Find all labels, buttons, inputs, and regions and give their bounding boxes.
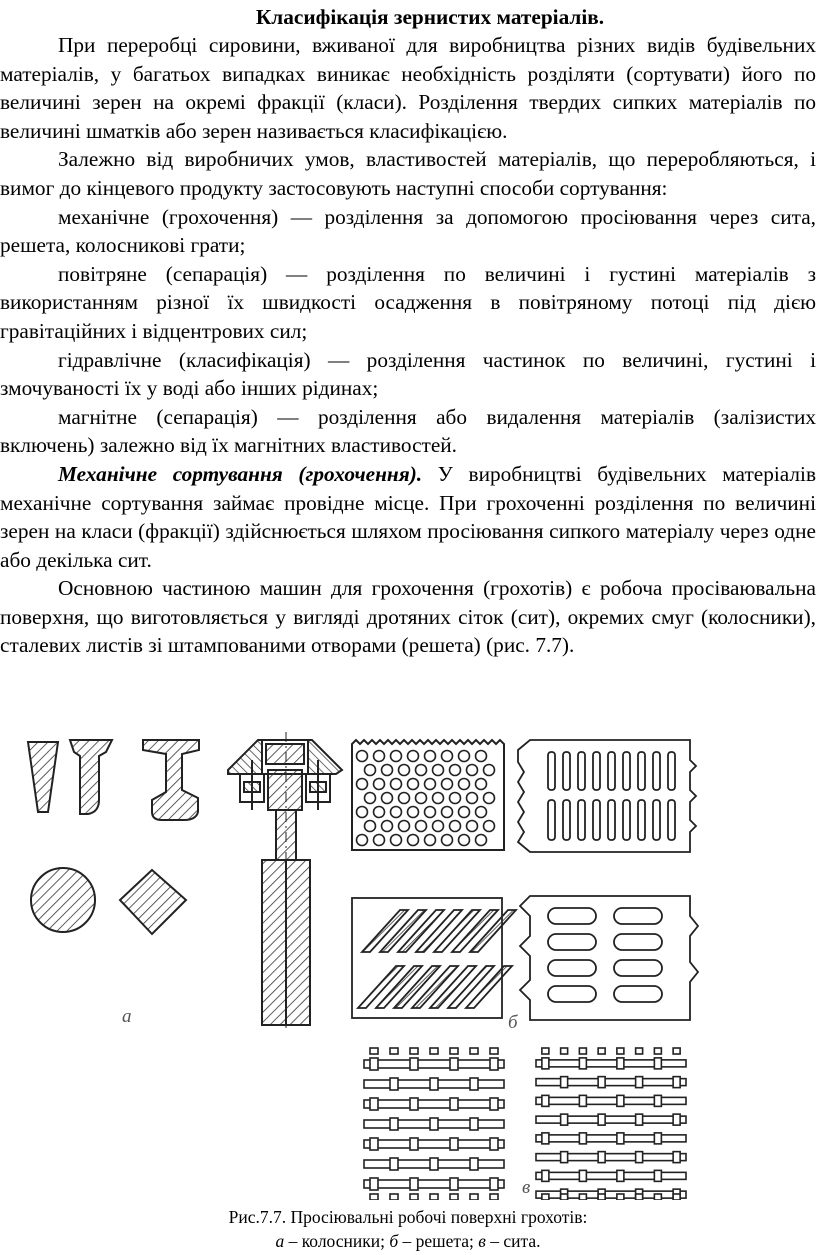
caption-text-a: – колосники; xyxy=(284,1231,390,1251)
caption-letter-a: а xyxy=(275,1231,285,1251)
page-title: Класифікація зернистих матеріалів. xyxy=(255,5,605,29)
paragraph-methods: Залежно від виробничих умов, властивостей матеріалів, що переробляються, і вимог до кінцевого продукту застосовують наступні способи сортування: xyxy=(0,147,816,200)
perforated-plate-round xyxy=(352,740,504,850)
paragraph-screening-surface: Основною частиною машин для грохочення (грохотів) є робоча просіваювальна поверхня, що виготовляється у вигляді дротяних сіток (сит), окремих смуг (колосники), сталевих листів зі штампованими отворами (решета) (рис. 7.7). xyxy=(0,576,816,658)
mechanical-sorting-term: Механічне сортування (грохочення). xyxy=(58,461,423,486)
figure-letter-c: в xyxy=(522,1177,531,1198)
figure-letter-a: а xyxy=(122,1006,132,1027)
woven-mesh-square xyxy=(364,1048,504,1200)
body-text xyxy=(0,31,816,660)
rail-bar-profile xyxy=(70,740,112,814)
perforated-plate-diagonal-slots xyxy=(352,898,516,1018)
round-bar-profile xyxy=(31,868,95,932)
caption-letter-c: в xyxy=(478,1231,486,1251)
caption-text-b: – решета; xyxy=(398,1231,479,1251)
paragraph-mechanical-sorting xyxy=(0,460,816,574)
list-item-mechanical: механічне (грохочення) — розділення за допомогою просіювання через сита, решета, колосникові грати; xyxy=(0,204,816,258)
caption-letter-b: б xyxy=(389,1231,399,1251)
caption-text-c: – сита. xyxy=(485,1231,541,1251)
paragraph-intro: При переробці сировини, вживаної для виробництва різних видів будівельних матеріалів, у багатьох випадках виникає необхідність розділяти (сортувати) його по величині зерен на окремі фракції (класи). Розділення твердих сипких матеріалів по величині шматків або зерен називається класифікацією. xyxy=(0,33,816,143)
tee-bar-profile xyxy=(143,740,199,820)
list-item-hydraulic: гідравлічне (класифікація) — розділення частинок по величині, густині і змочуваності їх у воді або інших рідинах; xyxy=(0,347,816,401)
perforated-plate-long-slots xyxy=(518,740,696,852)
caption-title: Рис.7.7. Просіювальні робочі поверхні грохотів: xyxy=(228,1207,588,1227)
list-item-magnetic: магнітне (сепарація) — розділення або видалення матеріалів (залізистих включень) залежно від їх магнітних властивостей. xyxy=(0,404,816,458)
trapezoid-bar-profile xyxy=(28,742,58,812)
woven-mesh-dense xyxy=(536,1048,686,1200)
figure-drawing xyxy=(0,730,816,1200)
grate-bar-profiles xyxy=(28,740,199,934)
caption-legend xyxy=(0,1229,816,1253)
figure-caption xyxy=(0,1205,816,1253)
grate-mounting-assembly xyxy=(228,732,342,1030)
figure-letter-b: б xyxy=(508,1012,518,1033)
list-item-air: повітряне (сепарація) — розділення по величині і густині матеріалів з використанням різної їх швидкості осадження в повітряному потоці під дією гравітаційних і відцентрових сил; xyxy=(0,261,816,343)
figure-7-7 xyxy=(0,730,816,1200)
mechanical-sorting-text: У виробництві будівельних матеріалів механічне сортування займає провідне місце. При грохоченні розділення по величині зерен на класи (фракції) здійснюється шляхом просіювання сипкого матеріалу через одне або декілька сит. xyxy=(0,461,816,572)
perforated-plate-rounded-slots xyxy=(520,896,698,1020)
square-bar-profile xyxy=(120,870,186,934)
